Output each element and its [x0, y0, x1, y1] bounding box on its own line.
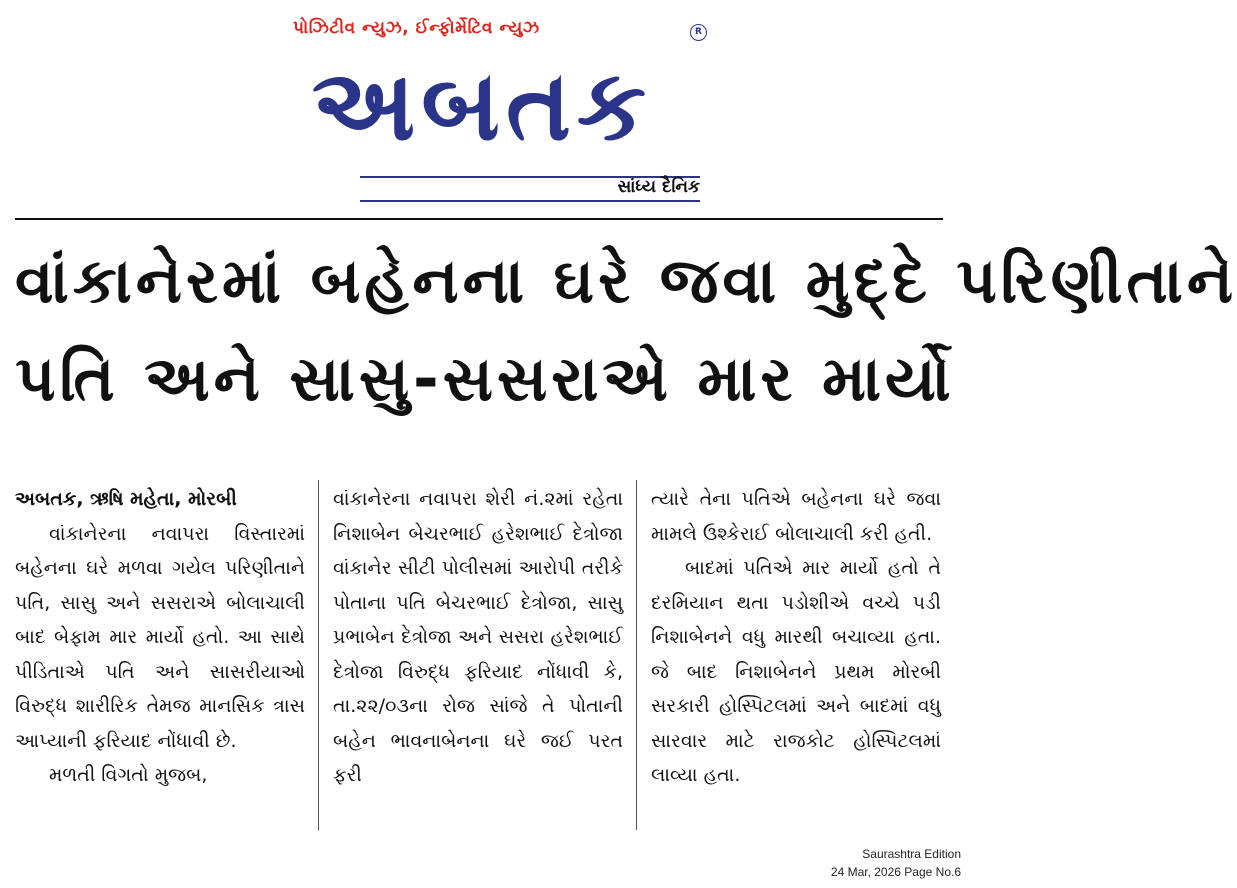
- paragraph: મળતી વિગતો મુજબ,: [49, 764, 208, 786]
- newspaper-logo: અબતક: [311, 49, 653, 163]
- paragraph: વાંકાનેરના નવાપરા વિસ્તારમાં બહેનના ઘરે મળવા ગયેલ પરિણીતાને પતિ, સાસુ અને સસરાએ બોલાચાલી બાદ બેફામ માર માર્યો હતો. આ સાથે પીડિતાએ પતિ અને સાસરીયાઓ વિરુદ્ધ શારીરિક તેમજ માનસિક ત્રાસ આપ્યાની ફરિયાદ નોંધાવી છે.: [15, 522, 305, 752]
- byline: અબતક, ઋષિ મહેતા, મોરબી: [15, 488, 237, 510]
- column-divider: [318, 480, 319, 830]
- article-column-2: [333, 482, 623, 793]
- masthead-tagline: પોઝિટીવ ન્યુઝ, ઈન્ફોર્મેટિવ ન્યુઝ: [293, 18, 540, 38]
- registered-mark: R: [690, 24, 707, 41]
- paragraph: બાદમાં પતિએ માર માર્યો હતો તે દરમિયાન થતા પડોશીએ વચ્ચે પડી નિશાબેનને વધુ મારથી બચાવ્યા હતા. જે બાદ નિશાબેનને પ્રથમ મોરબી સરકારી હોસ્પિટલમાં અને બાદમાં વધુ સારવાર માટે રાજકોટ હોસ્પિટલમાં લાવ્યા હતા.: [651, 557, 941, 786]
- article-column-1: [15, 482, 305, 793]
- column-divider: [636, 480, 637, 830]
- page-footer: [831, 845, 961, 881]
- paragraph: ત્યારે તેના પતિએ બહેનના ઘરે જવા મામલે ઉશ્કેરાઈ બોલાચાલી કરી હતી.: [651, 488, 941, 545]
- paragraph: વાંકાનેરના નવાપરા શેરી નં.૨માં રહેતા નિશાબેન બેચરભાઈ હરેશભાઈ દેત્રોજા વાંકાનેર સીટી પોલીસમાં આરોપી તરીકે પોતાના પતિ બેચરભાઈ દેત્રોજા, સાસુ પ્રભાબેન દેત્રોજા અને સસરા હરેશભાઈ દેત્રોજા વિરુદ્ધ ફરિયાદ નોંધાવી કે, તા.૨૨/૦૩ના રોજ સાંજે તે પોતાની બહેન ભાવનાબેનના ઘરે જઈ પરત ફરી: [333, 488, 623, 786]
- date-page-label: 24 Mar, 2026 Page No.6: [830, 865, 961, 879]
- headline-line-2: પતિ અને સાસુ-સસરાએ માર માર્યો: [15, 342, 955, 415]
- edition-type: સાંધ્ય દૈનિક: [617, 177, 700, 197]
- article-column-3: [651, 482, 941, 793]
- masthead-divider: [15, 218, 943, 220]
- article-headline: [15, 232, 1237, 428]
- headline-line-1: વાંકાનેરમાં બહેનના ઘરે જવા મુદ્દે પરિણીતાને: [15, 244, 1237, 317]
- logo-underline-bottom: [360, 200, 700, 202]
- masthead: [0, 0, 971, 215]
- edition-label: Saurashtra Edition: [862, 847, 961, 861]
- edition-type-row: [360, 168, 700, 202]
